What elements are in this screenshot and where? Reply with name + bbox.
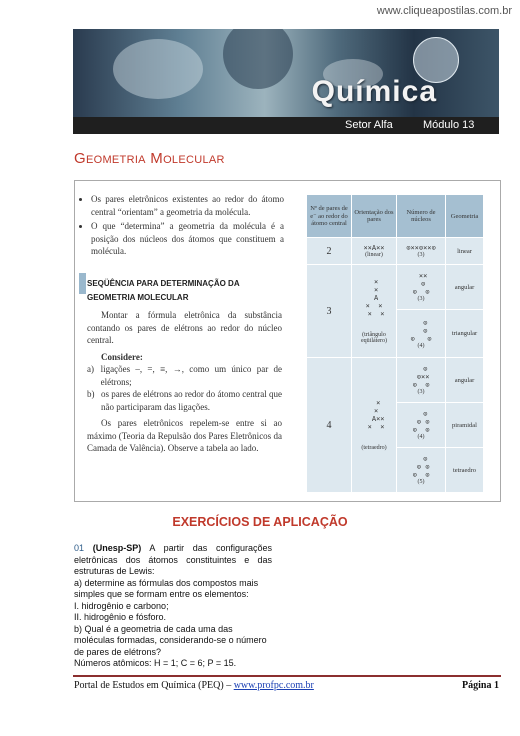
nuclei-cell (397, 265, 446, 310)
header-nuclei: Número de núcleos (397, 195, 446, 238)
content-box (74, 180, 501, 502)
header-pairs: Nº de pares de e⁻ ao redor do átomo central (307, 195, 352, 238)
nuclei-cell (397, 358, 446, 403)
linear-orientation-drawing: ××A×× (363, 244, 385, 252)
question-line: I. hidrogênio e carbono; (74, 600, 169, 611)
footer-link[interactable]: www.profpc.com.br (233, 680, 314, 691)
question-line: b) Qual é a geometria de cada uma das moléculas formadas, considerando-se o número de pares de elétrons? (74, 623, 267, 657)
item-marker: a) (87, 364, 94, 374)
footer-divider (73, 675, 501, 677)
steps-body (87, 309, 282, 455)
site-url[interactable]: www.cliqueapostilas.com.br (376, 5, 512, 17)
item-text: ligações –, =, ≡, →, como um único par de elétrons; (100, 364, 282, 387)
orientation-cell (352, 238, 397, 265)
steps-item (87, 388, 282, 413)
nuclei-cell (397, 448, 446, 493)
question-intro: A partir das configurações eletrônicas dos átomos constituintes e das estruturas de Lewis: (74, 543, 272, 576)
orientation-note: (tetraedro) (361, 445, 387, 451)
steps-title: SEQÜÊNCIA PARA DETERMINAÇÃO DA GEOMETRIA MOLECULAR (87, 279, 240, 302)
intro-bullet: • Os pares eletrônicos existentes ao redor do átomo central “orientam” a geometria da molécula. (91, 193, 284, 218)
table-header-row (307, 195, 484, 238)
question-line: Números atômicos: H = 1; C = 6; P = 15. (74, 658, 237, 668)
angular-molecule-drawing: ⊙ ⊙×× ⊙ ⊙ (412, 365, 430, 389)
steps-paragraph: Montar a fórmula eletrônica da substância contando os pares de elétrons ao redor do núcleo central. (87, 310, 282, 345)
geometry-cell: angular (446, 358, 484, 403)
table-row (307, 265, 484, 310)
nuclei-cell (397, 310, 446, 358)
orientation-cell (352, 265, 397, 358)
geometry-cell: linear (446, 238, 484, 265)
triangular-molecule-drawing: ⊙ ⊙ ⊙ ⊙ (410, 318, 432, 343)
footer-portal (74, 680, 314, 691)
geometry-table (306, 194, 484, 493)
geometry-cell: tetraedro (446, 448, 484, 493)
question-source: (Unesp-SP) (92, 543, 142, 553)
question-line: a) determine as fórmulas dos compostos mais simples que se formam entre os elementos: (74, 577, 259, 599)
intro-bullet: • O que “determina” a geometria da molécula é a posição dos núcleos dos átomos que constituem a molécula. (91, 220, 284, 258)
nuclei-cell (397, 403, 446, 448)
nuclei-note: (3) (417, 389, 425, 395)
header-geometry: Geometria (446, 195, 484, 238)
section-title: Geometria Molecular (74, 150, 225, 167)
pairs-cell: 4 (307, 358, 352, 493)
item-text: os pares de elétrons ao redor do átomo central que não participaram das ligações. (101, 389, 282, 412)
footer-text: Portal de Estudos em Química (PEQ) – (74, 680, 234, 691)
pairs-cell: 3 (307, 265, 352, 358)
table-row (307, 238, 484, 265)
orientation-cell (352, 358, 397, 493)
exercise-question (74, 543, 272, 670)
geometry-cell: piramidal (446, 403, 484, 448)
header-banner (73, 29, 499, 134)
question-number: 01 (74, 543, 85, 553)
steps-closing: Os pares eletrônicos repelem-se entre si ao máximo (Teoria da Repulsão dos Pares Eletrônicos da Camada de Valência). Observe a tabela ao lado. (87, 418, 282, 453)
steps-item (87, 363, 282, 388)
geometry-cell: angular (446, 265, 484, 310)
table-row (307, 358, 484, 403)
nuclei-note: (4) (417, 434, 425, 440)
angular-molecule-drawing: ×× ⊙ ⊙ ⊙ (412, 272, 430, 296)
question-header (74, 543, 272, 578)
banner-title: Química (311, 75, 437, 108)
orientation-note: (triângulo eqüilátero) (361, 332, 387, 344)
tetrahedral-molecule-drawing: ⊙ ⊙ ⊙ ⊙ ⊙ (412, 455, 430, 479)
geometry-cell: triangular (446, 310, 484, 358)
header-orientation: Orientação dos pares (352, 195, 397, 238)
page-number: Página 1 (462, 680, 499, 691)
trigonal-orientation-drawing: × × A × × × × (365, 278, 385, 318)
nuclei-note: (5) (417, 479, 425, 485)
item-marker: b) (87, 389, 95, 399)
modulo-label: Módulo 13 (423, 119, 475, 131)
intro-list (79, 193, 284, 260)
nuclei-note: (3) (417, 252, 425, 258)
consider-label: Considere: (101, 351, 143, 362)
tetrahedral-orientation-drawing: × × A×× × × (367, 399, 385, 431)
exercises-title: EXERCÍCIOS DE APLICAÇÃO (172, 515, 348, 529)
question-line: II. hidrogênio e fósforo. (74, 612, 167, 622)
section-marker (79, 273, 86, 294)
pyramidal-molecule-drawing: ⊙ ⊙ ⊙ ⊙ ⊙ (412, 410, 430, 434)
nuclei-cell (397, 238, 446, 265)
linear-molecule-drawing: ⊙××⊙××⊙ (406, 244, 436, 252)
nuclei-note: (4) (417, 342, 425, 349)
banner-info-strip (73, 117, 499, 134)
orientation-note: (linear) (365, 252, 383, 258)
setor-label: Setor Alfa (345, 119, 393, 131)
pairs-cell: 2 (307, 238, 352, 265)
nuclei-note: (3) (417, 296, 425, 302)
